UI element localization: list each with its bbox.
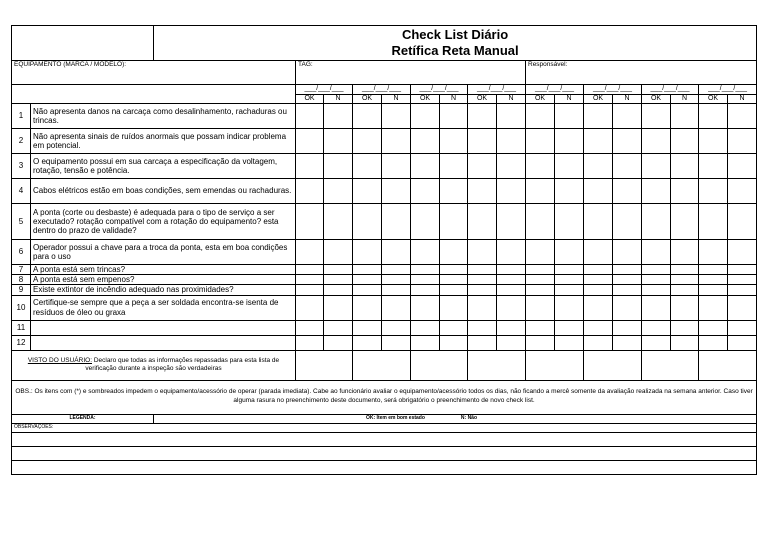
signature-cell-2[interactable] bbox=[353, 350, 411, 380]
blank-header-cell bbox=[12, 85, 296, 104]
n-checkbox-cell[interactable] bbox=[671, 129, 699, 154]
n-checkbox-cell[interactable] bbox=[728, 295, 757, 320]
ok-checkbox-cell[interactable] bbox=[468, 129, 497, 154]
n-checkbox-cell[interactable] bbox=[671, 265, 699, 275]
item-question: Cabos elétricos estão em boas condições, sem emendas ou rachaduras. bbox=[31, 179, 296, 204]
date-field-3[interactable]: ___/___/___ bbox=[411, 85, 468, 95]
n-checkbox-cell[interactable] bbox=[671, 295, 699, 320]
ok-checkbox-cell[interactable] bbox=[699, 240, 728, 265]
n-checkbox-cell[interactable] bbox=[497, 129, 526, 154]
ok-checkbox-cell[interactable] bbox=[353, 104, 382, 129]
ok-checkbox-cell[interactable] bbox=[296, 275, 324, 285]
ok-header: OK bbox=[642, 95, 671, 104]
ok-checkbox-cell[interactable] bbox=[411, 104, 440, 129]
n-checkbox-cell[interactable] bbox=[555, 104, 584, 129]
ok-checkbox-cell[interactable] bbox=[353, 335, 382, 350]
n-checkbox-cell[interactable] bbox=[613, 295, 642, 320]
n-checkbox-cell[interactable] bbox=[497, 240, 526, 265]
n-checkbox-cell[interactable] bbox=[728, 204, 757, 240]
signature-cell-8[interactable] bbox=[699, 350, 757, 380]
n-checkbox-cell[interactable] bbox=[671, 275, 699, 285]
n-checkbox-cell[interactable] bbox=[440, 285, 468, 295]
ok-checkbox-cell[interactable] bbox=[642, 295, 671, 320]
n-checkbox-cell[interactable] bbox=[382, 204, 411, 240]
ok-checkbox-cell[interactable] bbox=[468, 320, 497, 335]
n-checkbox-cell[interactable] bbox=[382, 275, 411, 285]
ok-checkbox-cell[interactable] bbox=[468, 204, 497, 240]
n-checkbox-cell[interactable] bbox=[613, 275, 642, 285]
n-checkbox-cell[interactable] bbox=[382, 104, 411, 129]
obs-note: OBS.: Os itens com (*) e sombreados impedem o equipamento/acessório de operar (parada imediata). Cabe ao funcionário avaliar o equipamento/acessório todos os dias, não ficando a mercê somente da avaliação realizada na semana anterior. Caso tiver alguma rasura no preenchimento deste documento, será obrigatório o preenchimento de novo check list. bbox=[12, 380, 757, 414]
ok-checkbox-cell[interactable] bbox=[526, 104, 555, 129]
observacoes-line-3[interactable] bbox=[12, 460, 757, 474]
legend-label: LEGENDA: bbox=[12, 414, 154, 423]
ok-checkbox-cell[interactable] bbox=[699, 335, 728, 350]
ok-checkbox-cell[interactable] bbox=[468, 154, 497, 179]
n-checkbox-cell[interactable] bbox=[440, 179, 468, 204]
n-checkbox-cell[interactable] bbox=[324, 265, 353, 275]
n-checkbox-cell[interactable] bbox=[613, 104, 642, 129]
table-row bbox=[12, 240, 757, 265]
n-checkbox-cell[interactable] bbox=[728, 240, 757, 265]
ok-checkbox-cell[interactable] bbox=[468, 335, 497, 350]
ok-checkbox-cell[interactable] bbox=[468, 265, 497, 275]
ok-checkbox-cell[interactable] bbox=[584, 179, 613, 204]
n-checkbox-cell[interactable] bbox=[728, 275, 757, 285]
legend-n: N: Não bbox=[460, 414, 478, 421]
ok-checkbox-cell[interactable] bbox=[642, 104, 671, 129]
n-checkbox-cell[interactable] bbox=[324, 204, 353, 240]
n-checkbox-cell[interactable] bbox=[613, 335, 642, 350]
ok-checkbox-cell[interactable] bbox=[411, 179, 440, 204]
n-checkbox-cell[interactable] bbox=[728, 320, 757, 335]
table-row bbox=[12, 179, 757, 204]
item-question: Não apresenta danos na carcaça como desalinhamento, rachaduras ou trincas. bbox=[31, 104, 296, 129]
n-checkbox-cell[interactable] bbox=[671, 179, 699, 204]
n-header: N bbox=[671, 95, 699, 104]
title-line-1: Check List Diário bbox=[401, 27, 509, 43]
ok-checkbox-cell[interactable] bbox=[699, 104, 728, 129]
ok-checkbox-cell[interactable] bbox=[468, 179, 497, 204]
table-row bbox=[12, 285, 757, 295]
ok-checkbox-cell[interactable] bbox=[353, 275, 382, 285]
ok-checkbox-cell[interactable] bbox=[296, 265, 324, 275]
ok-header: OK bbox=[584, 95, 613, 104]
n-checkbox-cell[interactable] bbox=[555, 129, 584, 154]
n-checkbox-cell[interactable] bbox=[555, 154, 584, 179]
n-checkbox-cell[interactable] bbox=[440, 240, 468, 265]
n-checkbox-cell[interactable] bbox=[324, 320, 353, 335]
n-header: N bbox=[497, 95, 526, 104]
item-question: A ponta (corte ou desbaste) é adequada para o tipo de serviço a ser executado? rotação compatível com a rotação do equipamento? esta dentro do prazo de validade? bbox=[31, 204, 296, 240]
ok-checkbox-cell[interactable] bbox=[642, 154, 671, 179]
ok-checkbox-cell[interactable] bbox=[526, 335, 555, 350]
n-checkbox-cell[interactable] bbox=[324, 104, 353, 129]
ok-checkbox-cell[interactable] bbox=[468, 285, 497, 295]
item-question bbox=[31, 335, 296, 350]
ok-checkbox-cell[interactable] bbox=[584, 154, 613, 179]
date-field-6[interactable]: ___/___/___ bbox=[584, 85, 642, 95]
ok-checkbox-cell[interactable] bbox=[642, 320, 671, 335]
item-question: Não apresenta sinais de ruídos anormais que possam indicar problema em potencial. bbox=[31, 129, 296, 154]
ok-checkbox-cell[interactable] bbox=[353, 320, 382, 335]
ok-checkbox-cell[interactable] bbox=[411, 154, 440, 179]
n-checkbox-cell[interactable] bbox=[382, 265, 411, 275]
tag-field[interactable]: TAG: bbox=[296, 61, 526, 85]
item-number: 10 bbox=[12, 295, 31, 320]
item-question: Operador possui a chave para a troca da ponta, esta em boa condições para o uso bbox=[31, 240, 296, 265]
n-checkbox-cell[interactable] bbox=[497, 275, 526, 285]
item-number: 12 bbox=[12, 335, 31, 350]
logo-cell bbox=[12, 26, 154, 61]
date-field-4[interactable]: ___/___/___ bbox=[468, 85, 526, 95]
signature-cell-6[interactable] bbox=[584, 350, 642, 380]
n-checkbox-cell[interactable] bbox=[671, 154, 699, 179]
n-checkbox-cell[interactable] bbox=[728, 285, 757, 295]
ok-checkbox-cell[interactable] bbox=[411, 295, 440, 320]
ok-checkbox-cell[interactable] bbox=[411, 129, 440, 154]
table-row bbox=[12, 275, 757, 285]
ok-checkbox-cell[interactable] bbox=[526, 320, 555, 335]
signature-cell-4[interactable] bbox=[468, 350, 526, 380]
ok-checkbox-cell[interactable] bbox=[584, 320, 613, 335]
n-checkbox-cell[interactable] bbox=[555, 295, 584, 320]
observacoes-label: OBSERVAÇÕES: bbox=[12, 423, 757, 432]
ok-checkbox-cell[interactable] bbox=[353, 154, 382, 179]
ok-checkbox-cell[interactable] bbox=[411, 240, 440, 265]
legend-ok: OK: Item em bom estado bbox=[366, 414, 425, 421]
n-checkbox-cell[interactable] bbox=[613, 204, 642, 240]
n-checkbox-cell[interactable] bbox=[613, 154, 642, 179]
ok-checkbox-cell[interactable] bbox=[526, 285, 555, 295]
checklist-sheet bbox=[11, 25, 755, 475]
n-checkbox-cell[interactable] bbox=[728, 335, 757, 350]
ok-checkbox-cell[interactable] bbox=[699, 285, 728, 295]
ok-checkbox-cell[interactable] bbox=[411, 265, 440, 275]
n-checkbox-cell[interactable] bbox=[555, 204, 584, 240]
n-checkbox-cell[interactable] bbox=[555, 275, 584, 285]
ok-checkbox-cell[interactable] bbox=[642, 204, 671, 240]
n-checkbox-cell[interactable] bbox=[382, 285, 411, 295]
n-checkbox-cell[interactable] bbox=[497, 320, 526, 335]
table-row bbox=[12, 154, 757, 179]
ok-checkbox-cell[interactable] bbox=[584, 104, 613, 129]
n-checkbox-cell[interactable] bbox=[324, 129, 353, 154]
n-checkbox-cell[interactable] bbox=[324, 285, 353, 295]
item-number: 2 bbox=[12, 129, 31, 154]
visto-label: VISTO DO USUÁRIO: bbox=[27, 356, 92, 364]
n-checkbox-cell[interactable] bbox=[728, 179, 757, 204]
ok-header: OK bbox=[353, 95, 382, 104]
ok-checkbox-cell[interactable] bbox=[353, 204, 382, 240]
n-checkbox-cell[interactable] bbox=[671, 104, 699, 129]
ok-checkbox-cell[interactable] bbox=[526, 204, 555, 240]
ok-checkbox-cell[interactable] bbox=[296, 240, 324, 265]
n-checkbox-cell[interactable] bbox=[497, 335, 526, 350]
n-header: N bbox=[324, 95, 353, 104]
ok-checkbox-cell[interactable] bbox=[584, 275, 613, 285]
ok-checkbox-cell[interactable] bbox=[526, 295, 555, 320]
ok-checkbox-cell[interactable] bbox=[296, 285, 324, 295]
item-number: 3 bbox=[12, 154, 31, 179]
n-checkbox-cell[interactable] bbox=[497, 285, 526, 295]
item-question: Existe extintor de incêndio adequado nas proximidades? bbox=[31, 285, 296, 295]
equipment-field[interactable]: EQUIPAMENTO (MARCA / MODELO): bbox=[12, 61, 296, 85]
ok-checkbox-cell[interactable] bbox=[353, 285, 382, 295]
n-checkbox-cell[interactable] bbox=[671, 320, 699, 335]
ok-header: OK bbox=[296, 95, 324, 104]
ok-checkbox-cell[interactable] bbox=[584, 335, 613, 350]
n-checkbox-cell[interactable] bbox=[613, 179, 642, 204]
ok-checkbox-cell[interactable] bbox=[468, 275, 497, 285]
ok-checkbox-cell[interactable] bbox=[642, 265, 671, 275]
n-checkbox-cell[interactable] bbox=[555, 179, 584, 204]
table-row bbox=[12, 104, 757, 129]
n-checkbox-cell[interactable] bbox=[440, 335, 468, 350]
ok-checkbox-cell[interactable] bbox=[526, 179, 555, 204]
ok-checkbox-cell[interactable] bbox=[353, 129, 382, 154]
n-checkbox-cell[interactable] bbox=[440, 204, 468, 240]
ok-checkbox-cell[interactable] bbox=[584, 129, 613, 154]
table-row bbox=[12, 265, 757, 275]
ok-checkbox-cell[interactable] bbox=[699, 154, 728, 179]
item-question: Certifique-se sempre que a peça a ser soldada encontra-se isenta de resíduos de óleo ou graxa bbox=[31, 295, 296, 320]
item-question: A ponta está sem empenos? bbox=[31, 275, 296, 285]
table-row bbox=[12, 335, 757, 350]
ok-checkbox-cell[interactable] bbox=[526, 265, 555, 275]
item-question: O equipamento possui em sua carcaça a especificação da voltagem, rotação, tensão e potência. bbox=[31, 154, 296, 179]
item-number: 7 bbox=[12, 265, 31, 275]
signature-cell-7[interactable] bbox=[642, 350, 699, 380]
ok-checkbox-cell[interactable] bbox=[699, 129, 728, 154]
ok-checkbox-cell[interactable] bbox=[526, 240, 555, 265]
title-line-2: Retífica Reta Manual bbox=[391, 43, 519, 58]
date-field-1[interactable]: ___/___/___ bbox=[296, 85, 353, 95]
n-checkbox-cell[interactable] bbox=[671, 204, 699, 240]
item-question: A ponta está sem trincas? bbox=[31, 265, 296, 275]
n-checkbox-cell[interactable] bbox=[497, 295, 526, 320]
n-header: N bbox=[613, 95, 642, 104]
n-checkbox-cell[interactable] bbox=[324, 240, 353, 265]
n-checkbox-cell[interactable] bbox=[671, 240, 699, 265]
n-checkbox-cell[interactable] bbox=[728, 104, 757, 129]
responsible-field[interactable]: Responsável: bbox=[526, 61, 757, 85]
ok-checkbox-cell[interactable] bbox=[468, 295, 497, 320]
ok-checkbox-cell[interactable] bbox=[642, 179, 671, 204]
n-checkbox-cell[interactable] bbox=[728, 265, 757, 275]
ok-header: OK bbox=[526, 95, 555, 104]
item-number: 5 bbox=[12, 204, 31, 240]
n-checkbox-cell[interactable] bbox=[671, 335, 699, 350]
ok-checkbox-cell[interactable] bbox=[642, 275, 671, 285]
item-number: 11 bbox=[12, 320, 31, 335]
date-field-7[interactable]: ___/___/___ bbox=[642, 85, 699, 95]
n-checkbox-cell[interactable] bbox=[382, 129, 411, 154]
n-checkbox-cell[interactable] bbox=[382, 179, 411, 204]
ok-checkbox-cell[interactable] bbox=[526, 154, 555, 179]
ok-checkbox-cell[interactable] bbox=[296, 335, 324, 350]
item-number: 1 bbox=[12, 104, 31, 129]
ok-checkbox-cell[interactable] bbox=[296, 320, 324, 335]
n-checkbox-cell[interactable] bbox=[497, 154, 526, 179]
date-field-2[interactable]: ___/___/___ bbox=[353, 85, 411, 95]
ok-checkbox-cell[interactable] bbox=[699, 295, 728, 320]
signature-cell-1[interactable] bbox=[296, 350, 353, 380]
n-checkbox-cell[interactable] bbox=[324, 295, 353, 320]
n-checkbox-cell[interactable] bbox=[382, 320, 411, 335]
table-row bbox=[12, 295, 757, 320]
n-checkbox-cell[interactable] bbox=[671, 285, 699, 295]
n-checkbox-cell[interactable] bbox=[613, 285, 642, 295]
legend-text bbox=[154, 414, 757, 423]
ok-checkbox-cell[interactable] bbox=[526, 129, 555, 154]
ok-checkbox-cell[interactable] bbox=[296, 104, 324, 129]
title-cell bbox=[154, 26, 757, 61]
n-checkbox-cell[interactable] bbox=[728, 154, 757, 179]
user-signature-statement bbox=[12, 350, 296, 380]
ok-checkbox-cell[interactable] bbox=[699, 204, 728, 240]
item-number: 9 bbox=[12, 285, 31, 295]
n-checkbox-cell[interactable] bbox=[382, 240, 411, 265]
ok-checkbox-cell[interactable] bbox=[296, 204, 324, 240]
n-checkbox-cell[interactable] bbox=[555, 265, 584, 275]
ok-checkbox-cell[interactable] bbox=[699, 275, 728, 285]
date-field-8[interactable]: ___/___/___ bbox=[699, 85, 757, 95]
table-row bbox=[12, 320, 757, 335]
n-checkbox-cell[interactable] bbox=[382, 154, 411, 179]
n-header: N bbox=[382, 95, 411, 104]
ok-checkbox-cell[interactable] bbox=[642, 335, 671, 350]
n-checkbox-cell[interactable] bbox=[555, 285, 584, 295]
n-checkbox-cell[interactable] bbox=[440, 295, 468, 320]
ok-checkbox-cell[interactable] bbox=[411, 285, 440, 295]
n-checkbox-cell[interactable] bbox=[324, 154, 353, 179]
n-checkbox-cell[interactable] bbox=[613, 129, 642, 154]
n-checkbox-cell[interactable] bbox=[382, 295, 411, 320]
item-number: 6 bbox=[12, 240, 31, 265]
ok-checkbox-cell[interactable] bbox=[353, 265, 382, 275]
ok-header: OK bbox=[699, 95, 728, 104]
ok-checkbox-cell[interactable] bbox=[642, 129, 671, 154]
n-checkbox-cell[interactable] bbox=[555, 240, 584, 265]
n-checkbox-cell[interactable] bbox=[440, 320, 468, 335]
observacoes-line-1[interactable] bbox=[12, 432, 757, 446]
n-checkbox-cell[interactable] bbox=[440, 154, 468, 179]
n-checkbox-cell[interactable] bbox=[728, 129, 757, 154]
n-checkbox-cell[interactable] bbox=[613, 320, 642, 335]
ok-checkbox-cell[interactable] bbox=[642, 240, 671, 265]
n-checkbox-cell[interactable] bbox=[324, 275, 353, 285]
ok-checkbox-cell[interactable] bbox=[468, 104, 497, 129]
ok-checkbox-cell[interactable] bbox=[296, 295, 324, 320]
ok-checkbox-cell[interactable] bbox=[699, 265, 728, 275]
table-row bbox=[12, 129, 757, 154]
ok-checkbox-cell[interactable] bbox=[584, 204, 613, 240]
signature-cell-5[interactable] bbox=[526, 350, 584, 380]
ok-checkbox-cell[interactable] bbox=[353, 295, 382, 320]
ok-checkbox-cell[interactable] bbox=[584, 265, 613, 275]
n-header: N bbox=[728, 95, 757, 104]
date-field-5[interactable]: ___/___/___ bbox=[526, 85, 584, 95]
n-checkbox-cell[interactable] bbox=[440, 104, 468, 129]
n-checkbox-cell[interactable] bbox=[324, 335, 353, 350]
table-row bbox=[12, 204, 757, 240]
ok-checkbox-cell[interactable] bbox=[584, 295, 613, 320]
n-checkbox-cell[interactable] bbox=[440, 129, 468, 154]
n-checkbox-cell[interactable] bbox=[497, 204, 526, 240]
observacoes-line-2[interactable] bbox=[12, 446, 757, 460]
n-checkbox-cell[interactable] bbox=[324, 179, 353, 204]
ok-checkbox-cell[interactable] bbox=[411, 275, 440, 285]
n-checkbox-cell[interactable] bbox=[497, 265, 526, 275]
checklist-table bbox=[11, 25, 757, 475]
visto-text: Declaro que todas as informações repassadas para esta lista de verificação durante a inspeção são verdadeiras bbox=[85, 356, 280, 373]
ok-checkbox-cell[interactable] bbox=[699, 179, 728, 204]
item-number: 4 bbox=[12, 179, 31, 204]
n-checkbox-cell[interactable] bbox=[497, 179, 526, 204]
ok-checkbox-cell[interactable] bbox=[296, 129, 324, 154]
ok-checkbox-cell[interactable] bbox=[411, 320, 440, 335]
ok-checkbox-cell[interactable] bbox=[699, 320, 728, 335]
n-checkbox-cell[interactable] bbox=[613, 240, 642, 265]
n-checkbox-cell[interactable] bbox=[440, 265, 468, 275]
ok-checkbox-cell[interactable] bbox=[296, 154, 324, 179]
signature-cell-3[interactable] bbox=[411, 350, 468, 380]
ok-checkbox-cell[interactable] bbox=[353, 240, 382, 265]
n-checkbox-cell[interactable] bbox=[555, 320, 584, 335]
n-checkbox-cell[interactable] bbox=[613, 265, 642, 275]
n-checkbox-cell[interactable] bbox=[555, 335, 584, 350]
ok-checkbox-cell[interactable] bbox=[468, 240, 497, 265]
ok-checkbox-cell[interactable] bbox=[411, 204, 440, 240]
ok-checkbox-cell[interactable] bbox=[526, 275, 555, 285]
ok-checkbox-cell[interactable] bbox=[584, 240, 613, 265]
item-number: 8 bbox=[12, 275, 31, 285]
n-header: N bbox=[555, 95, 584, 104]
ok-checkbox-cell[interactable] bbox=[642, 285, 671, 295]
ok-checkbox-cell[interactable] bbox=[411, 335, 440, 350]
ok-checkbox-cell[interactable] bbox=[353, 179, 382, 204]
item-question bbox=[31, 320, 296, 335]
ok-checkbox-cell[interactable] bbox=[296, 179, 324, 204]
ok-header: OK bbox=[468, 95, 497, 104]
n-checkbox-cell[interactable] bbox=[440, 275, 468, 285]
ok-checkbox-cell[interactable] bbox=[584, 285, 613, 295]
n-header: N bbox=[440, 95, 468, 104]
ok-header: OK bbox=[411, 95, 440, 104]
n-checkbox-cell[interactable] bbox=[497, 104, 526, 129]
n-checkbox-cell[interactable] bbox=[382, 335, 411, 350]
